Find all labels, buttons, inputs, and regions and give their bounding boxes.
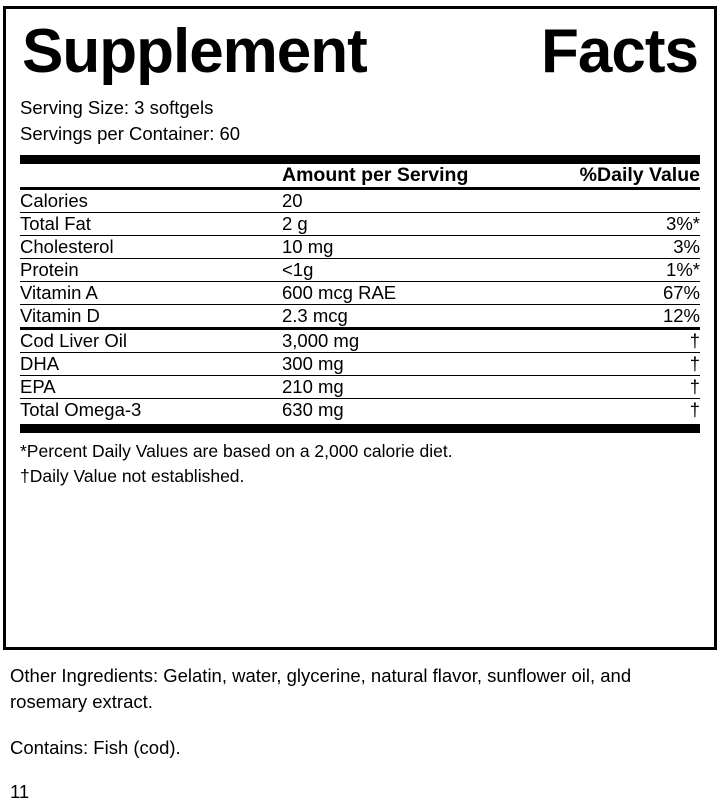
panel-title-word-facts: Facts	[541, 17, 698, 86]
table-row	[20, 330, 700, 352]
row-name: Cholesterol	[20, 236, 114, 257]
servings-per-container: Servings per Container: 60	[20, 123, 241, 144]
row-daily-value: †	[689, 376, 700, 397]
contains-statement: Contains: Fish (cod).	[10, 737, 181, 758]
row-daily-value: 1%*	[666, 259, 700, 280]
row-amount: 3,000 mg	[282, 330, 360, 351]
table-row	[20, 399, 700, 421]
footnote-daily-values: *Percent Daily Values are based on a 2,000 calorie diet.	[20, 441, 453, 461]
row-name: Total Omega-3	[20, 399, 142, 420]
divider-thick-top	[20, 155, 700, 164]
row-name: Calories	[20, 190, 88, 211]
table-row	[20, 236, 700, 258]
header-nutrient	[20, 164, 282, 187]
row-daily-value: †	[689, 399, 700, 420]
row-amount: 210 mg	[282, 376, 344, 397]
row-name: Cod Liver Oil	[20, 330, 127, 351]
panel-inner	[6, 9, 714, 489]
row-daily-value: 67%	[662, 282, 700, 303]
footnotes	[20, 433, 700, 489]
other-ingredients: Other Ingredients: Gelatin, water, glycerine, natural flavor, sunflower oil, and rosemary extract.	[10, 665, 632, 712]
table-row	[20, 213, 700, 235]
table-row	[20, 353, 700, 375]
table-header-row	[20, 164, 700, 187]
row-name: EPA	[20, 376, 56, 397]
row-daily-value: 12%	[662, 305, 700, 326]
supplement-facts-panel	[3, 6, 717, 650]
panel-title	[20, 17, 700, 87]
row-amount: 2.3 mcg	[282, 305, 348, 326]
row-amount: 600 mcg RAE	[282, 282, 397, 303]
row-amount: 20	[282, 190, 303, 211]
row-amount: 10 mg	[282, 236, 334, 257]
row-daily-value: †	[689, 353, 700, 374]
header-amount-per-serving: Amount per Serving	[282, 164, 469, 186]
row-daily-value: †	[689, 330, 700, 351]
table-row	[20, 259, 700, 281]
row-name: Vitamin D	[20, 305, 100, 326]
table-row	[20, 282, 700, 304]
row-amount: <1g	[282, 259, 314, 280]
panel-title-word-supplement: Supplement	[22, 17, 367, 86]
table-row	[20, 190, 700, 212]
table-row	[20, 305, 700, 327]
row-daily-value	[534, 190, 700, 212]
header-daily-value: %Daily Value	[579, 164, 700, 186]
row-daily-value: 3%	[673, 236, 700, 257]
footnote-dagger: †Daily Value not established.	[20, 466, 245, 486]
row-daily-value: 3%*	[666, 213, 700, 234]
serving-info	[20, 95, 700, 147]
row-name: Vitamin A	[20, 282, 98, 303]
row-name: DHA	[20, 353, 60, 374]
nutrition-table	[20, 164, 700, 421]
row-amount: 2 g	[282, 213, 308, 234]
row-amount: 630 mg	[282, 399, 344, 420]
row-name: Total Fat	[20, 213, 91, 234]
page-number: 11	[10, 781, 30, 802]
row-name: Protein	[20, 259, 79, 280]
row-amount: 300 mg	[282, 353, 344, 374]
serving-size: Serving Size: 3 softgels	[20, 97, 214, 118]
table-row	[20, 376, 700, 398]
divider-thick-bottom	[20, 424, 700, 433]
